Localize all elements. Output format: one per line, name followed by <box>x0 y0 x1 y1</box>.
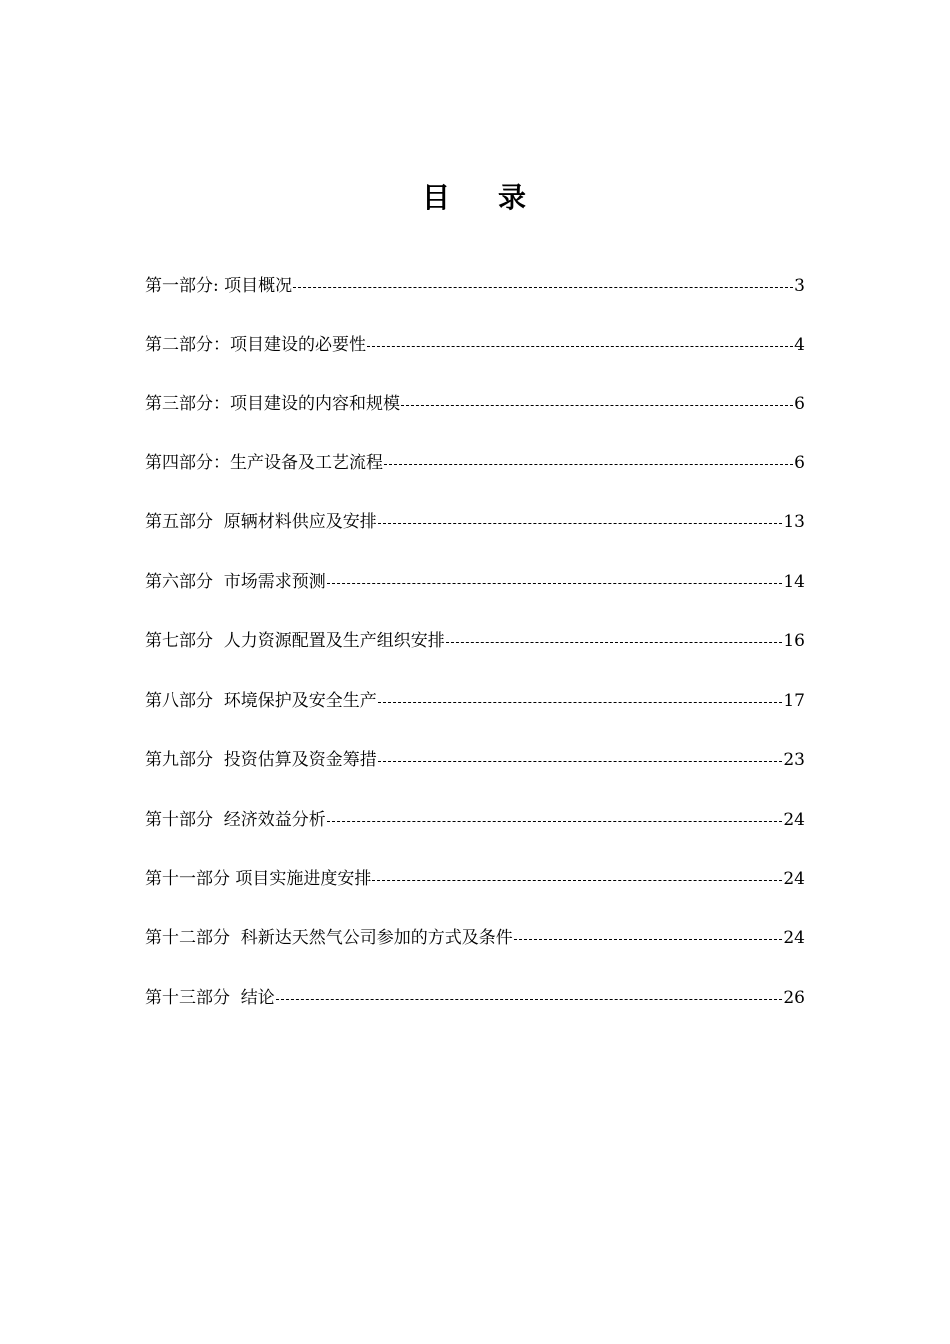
toc-leader <box>378 761 783 762</box>
title-char-2: 录 <box>498 181 529 214</box>
toc-entry-label: 第十一部分 项目实施进度安排 <box>145 869 372 889</box>
toc-entry-page: 24 <box>783 810 805 830</box>
toc-leader <box>378 702 783 703</box>
toc-leader <box>378 523 783 524</box>
toc-leader <box>372 880 782 881</box>
toc-entry[interactable] <box>145 685 805 717</box>
toc-entry-label: 第八部分 环境保护及安全生产 <box>145 691 377 711</box>
toc-entry-label: 第三部分：项目建设的内容和规模 <box>145 394 400 414</box>
toc-entry-page: 4 <box>794 335 805 355</box>
toc-leader <box>293 287 793 288</box>
toc-entry-label: 第十三部分 结论 <box>145 988 275 1008</box>
toc-leader <box>514 939 783 940</box>
toc-entry-page: 17 <box>783 691 805 711</box>
toc-entry-page: 3 <box>794 276 805 296</box>
toc-entry-label: 第二部分：项目建设的必要性 <box>145 335 366 355</box>
toc-leader <box>367 346 793 347</box>
toc-entry[interactable] <box>145 804 805 836</box>
toc-entry[interactable] <box>145 922 805 954</box>
toc-leader <box>384 464 793 465</box>
toc-entry-label: 第四部分：生产设备及工艺流程 <box>145 453 383 473</box>
toc-entry-page: 13 <box>783 512 805 532</box>
toc-entry-page: 24 <box>783 928 805 948</box>
toc-entry[interactable] <box>145 388 805 420</box>
toc-leader <box>401 405 793 406</box>
toc-entry[interactable] <box>145 270 805 302</box>
toc-leader <box>327 583 783 584</box>
toc-entry-page: 6 <box>794 394 805 414</box>
title-char-1: 目 <box>421 181 452 214</box>
toc-entry-label: 第七部分 人力资源配置及生产组织安排 <box>145 631 445 651</box>
toc-entry[interactable] <box>145 506 805 538</box>
toc-entry-label: 第一部分: 项目概况 <box>145 276 293 296</box>
toc-entry-page: 26 <box>783 988 805 1008</box>
toc-entry[interactable] <box>145 566 805 598</box>
toc-entry-page: 6 <box>794 453 805 473</box>
toc-entry-page: 14 <box>783 572 805 592</box>
toc-entry-label: 第六部分 市场需求预测 <box>145 572 326 592</box>
toc-entry-label: 第十二部分 科新达天然气公司参加的方式及条件 <box>145 928 513 948</box>
toc-entry-label: 第五部分 原辆材料供应及安排 <box>145 512 377 532</box>
toc-entry-page: 24 <box>783 869 805 889</box>
toc-entry[interactable] <box>145 329 805 361</box>
toc-entry[interactable] <box>145 863 805 895</box>
toc-leader <box>446 642 783 643</box>
toc-entry[interactable] <box>145 744 805 776</box>
page-title <box>0 178 950 218</box>
toc-leader <box>276 999 783 1000</box>
toc-entry-label: 第十部分 经济效益分析 <box>145 810 326 830</box>
toc-entry[interactable] <box>145 447 805 479</box>
toc-entry-page: 23 <box>783 750 805 770</box>
toc-entry[interactable] <box>145 625 805 657</box>
toc-entry-label: 第九部分 投资估算及资金筹措 <box>145 750 377 770</box>
toc-leader <box>327 821 783 822</box>
toc-entry[interactable] <box>145 982 805 1014</box>
toc-entry-page: 16 <box>783 631 805 651</box>
